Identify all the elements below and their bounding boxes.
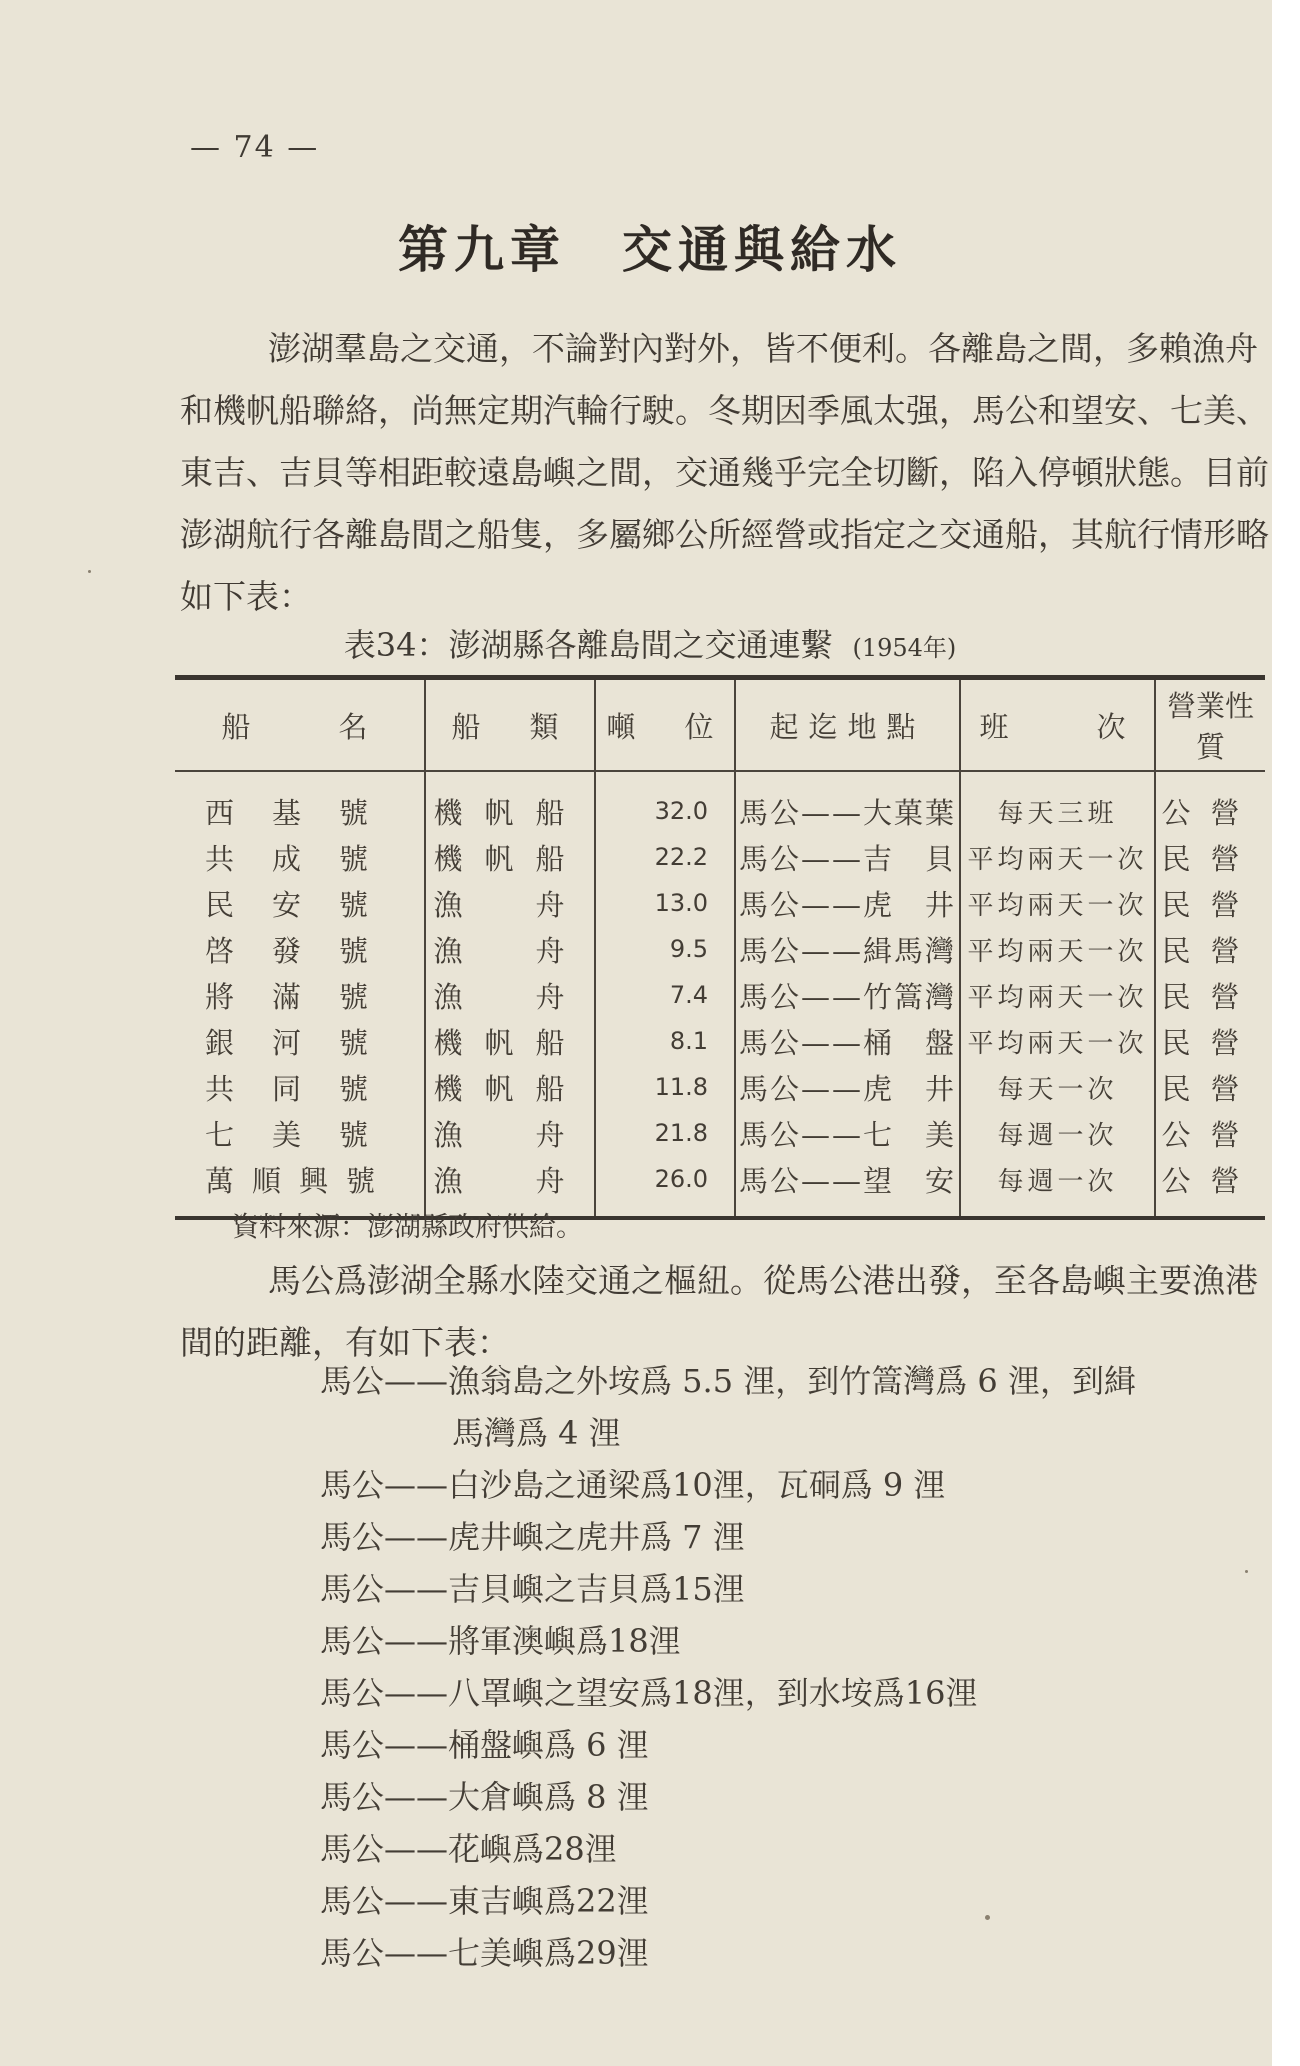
cell-tonnage: 13.0 (595, 880, 735, 926)
intro-paragraph (180, 318, 1270, 628)
cell-ship-type: 漁 舟 (425, 1110, 595, 1156)
cell-business-nature: 民營 (1155, 972, 1265, 1018)
cell-business-nature: 民營 (1155, 926, 1265, 972)
chapter-title: 第九章 交通與給水 (398, 220, 902, 279)
cell-business-nature: 民營 (1155, 1064, 1265, 1110)
cell-business-nature: 公營 (1155, 1156, 1265, 1218)
cell-ship-name: 西基號 (205, 795, 407, 830)
cell-ship-name: 將滿號 (205, 979, 407, 1014)
ferry-table (175, 675, 1265, 1220)
cell-ship-name: 共同號 (205, 1071, 407, 1106)
cell-ship-type: 機帆船 (425, 1064, 595, 1110)
cell-route: 馬公——吉 貝 (735, 834, 960, 880)
cell-business-nature: 公營 (1155, 771, 1265, 834)
list-item: 馬公——東吉嶼爲22浬 (320, 1882, 649, 1920)
cell-route: 馬公——大菓葉 (735, 771, 960, 834)
table-row (175, 880, 1265, 926)
list-item: 馬公——桶盤嶼爲 6 浬 (320, 1726, 649, 1764)
cell-ship-type: 漁 舟 (425, 880, 595, 926)
cell-frequency: 平均兩天一次 (960, 972, 1155, 1018)
cell-route: 馬公——緝馬灣 (735, 926, 960, 972)
cell-tonnage: 9.5 (595, 926, 735, 972)
cell-ship-name: 萬順興號 (175, 1156, 425, 1218)
table-row (175, 1018, 1265, 1064)
cell-frequency: 每週一次 (960, 1156, 1155, 1218)
header-route: 起迄地點 (735, 678, 960, 772)
page-number: — 74 — (190, 130, 320, 165)
cell-frequency: 平均兩天一次 (960, 1018, 1155, 1064)
table-header-row (175, 678, 1265, 772)
cell-tonnage: 21.8 (595, 1110, 735, 1156)
header-tonnage: 噸 位 (595, 678, 735, 772)
list-item: 馬公——將軍澳嶼爲18浬 (320, 1622, 681, 1660)
cell-ship-name: 七美號 (205, 1117, 407, 1152)
table-row (175, 1110, 1265, 1156)
cell-route: 馬公——虎 井 (735, 1064, 960, 1110)
cell-frequency: 平均兩天一次 (960, 926, 1155, 972)
cell-frequency: 每週一次 (960, 1110, 1155, 1156)
cell-business-nature: 公營 (1155, 1110, 1265, 1156)
header-ship-type: 船 類 (425, 678, 595, 772)
cell-ship-name: 民安號 (205, 887, 407, 922)
cell-ship-type: 漁 舟 (425, 972, 595, 1018)
list-item: 馬公——白沙島之通梁爲10浬，瓦硐爲 9 浬 (320, 1466, 946, 1504)
table-row (175, 834, 1265, 880)
cell-business-nature: 民營 (1155, 834, 1265, 880)
cell-business-nature: 民營 (1155, 880, 1265, 926)
list-item-continuation: 馬灣爲 4 浬 (452, 1414, 621, 1452)
header-ship-name: 船 名 (175, 678, 425, 772)
cell-route: 馬公——七 美 (735, 1110, 960, 1156)
cell-route: 馬公——桶 盤 (735, 1018, 960, 1064)
table-row (175, 972, 1265, 1018)
list-item: 馬公——七美嶼爲29浬 (320, 1934, 649, 1972)
table-caption-text: 表34：澎湖縣各離島間之交通連繫 (343, 626, 833, 664)
cell-ship-name: 銀河號 (205, 1025, 407, 1060)
list-item: 馬公——大倉嶼爲 8 浬 (320, 1778, 649, 1816)
list-item: 馬公——漁翁島之外垵爲 5.5 浬，到竹篙灣爲 6 浬，到緝 (320, 1362, 1136, 1400)
cell-route: 馬公——望 安 (735, 1156, 960, 1218)
table-caption (0, 620, 1300, 666)
cell-route: 馬公——虎 井 (735, 880, 960, 926)
cell-ship-name: 啓發號 (205, 933, 407, 968)
table-row (175, 926, 1265, 972)
cell-frequency: 每天一次 (960, 1064, 1155, 1110)
paper-speck (985, 1915, 990, 1920)
cell-ship-type: 漁 舟 (425, 926, 595, 972)
table-row (175, 1064, 1265, 1110)
cell-ship-type: 機帆船 (425, 1018, 595, 1064)
list-item: 馬公——虎井嶼之虎井爲 7 浬 (320, 1518, 745, 1556)
cell-ship-type: 機帆船 (425, 771, 595, 834)
cell-tonnage: 11.8 (595, 1064, 735, 1110)
table-year: (1954年) (852, 634, 957, 662)
paper-speck (88, 570, 91, 573)
cell-tonnage: 32.0 (595, 771, 735, 834)
cell-frequency: 平均兩天一次 (960, 880, 1155, 926)
cell-frequency: 每天三班 (960, 771, 1155, 834)
list-item: 馬公——吉貝嶼之吉貝爲15浬 (320, 1570, 745, 1608)
cell-business-nature: 民營 (1155, 1018, 1265, 1064)
cell-tonnage: 26.0 (595, 1156, 735, 1218)
second-paragraph-text: 馬公爲澎湖全縣水陸交通之樞紐。從馬公港出發，至各島嶼主要漁港間的距離，有如下表： (180, 1261, 1258, 1362)
header-business-nature: 營業性質 (1155, 678, 1265, 772)
cell-tonnage: 7.4 (595, 972, 735, 1018)
cell-tonnage: 22.2 (595, 834, 735, 880)
table-row (175, 771, 1265, 834)
cell-tonnage: 8.1 (595, 1018, 735, 1064)
cell-frequency: 平均兩天一次 (960, 834, 1155, 880)
distance-list (320, 1355, 1280, 1979)
list-item: 馬公——花嶼爲28浬 (320, 1830, 617, 1868)
intro-text: 澎湖羣島之交通，不論對內對外，皆不便利。各離島之間，多賴漁舟和機帆船聯絡，尚無定期汽輪行駛。冬期因季風太强，馬公和望安、七美、東吉、吉貝等相距較遠島嶼之間，交通幾乎完全切斷，陷入停頓狀態。目前澎湖航行各離島間之船隻，多屬鄉公所經營或指定之交通船，其航行情形略如下表： (180, 329, 1269, 616)
list-item: 馬公——八罩嶼之望安爲18浬，到水垵爲16浬 (320, 1674, 978, 1712)
source-note: 資料來源：澎湖縣政府供給。 (232, 1212, 583, 1243)
paper-speck (1245, 1570, 1248, 1573)
cell-route: 馬公——竹篙灣 (735, 972, 960, 1018)
header-frequency: 班 次 (960, 678, 1155, 772)
cell-ship-type: 機帆船 (425, 834, 595, 880)
cell-ship-name: 共成號 (205, 841, 407, 876)
cell-ship-type: 漁 舟 (425, 1156, 595, 1218)
